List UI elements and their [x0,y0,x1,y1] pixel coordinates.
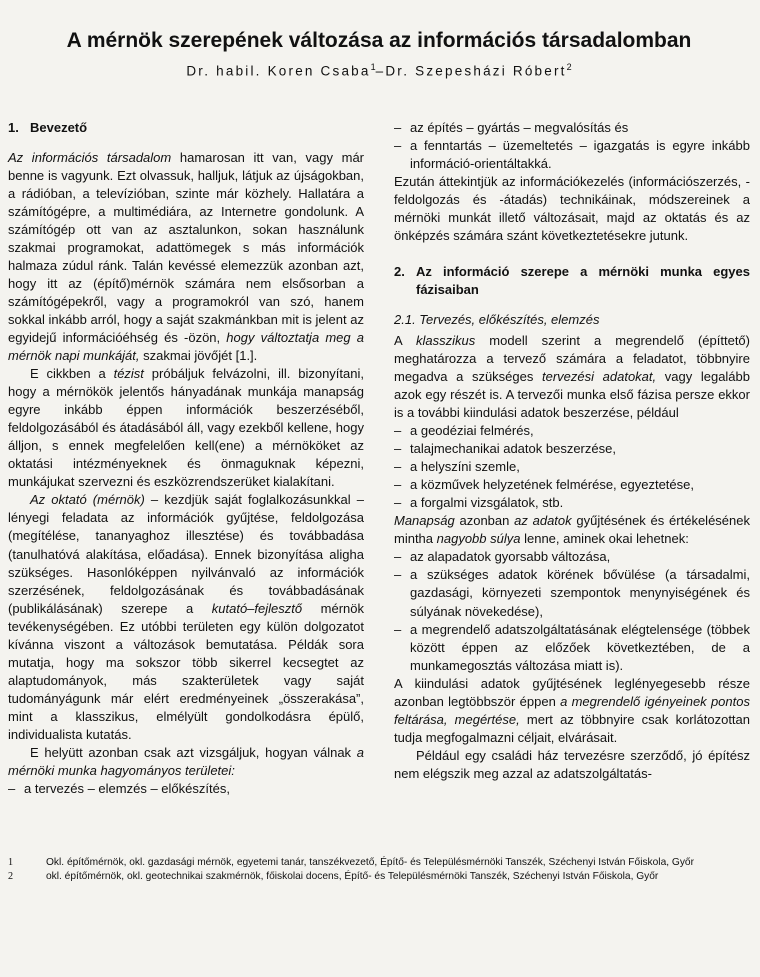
paragraph [394,675,750,747]
emphasis: tézist [113,366,144,382]
footnote-number: 1 [8,857,14,868]
dash-list [394,422,750,512]
paragraph-text: mérnök tevékenységében. Ez utóbbi területen egy külön dolgozatot kívánna viszont a változások bemutatása. Példák sora mutatja, hogy ma sokszor több sikerrel kecsegtet az alaptudományok, más szakterületek vagy saját tudományágunk már elért eredményeinek „összerakása”, mint a klasszikus, elmélyült gondolkodásra épülő, individualista kutatás. [8,600,364,742]
paragraph: Például egy családi ház tervezésre szerződő, jó építész nem elégszik meg azzal az adatszolgáltatás- [394,747,750,781]
list-item: – az alapadatok gyorsabb változása, [394,548,750,566]
list-item: – a forgalmi vizsgálatok, stb. [394,494,750,512]
right-column [394,119,750,799]
author-line [8,58,750,81]
dash-list [394,548,750,674]
list-item: – a szükséges adatok körének bővülése (a társadalmi, gazdasági, környezeti szempontok menynyiségének és súlyának növekedése), [394,566,750,620]
paragraph-text: A [394,332,417,348]
dash-list [394,119,750,173]
section-number: 2. [394,263,405,279]
emphasis: nagyobb súlya [436,531,521,547]
two-column-body [8,119,750,799]
list-item: – talajmechanikai adatok beszerzése, [394,440,750,458]
emphasis: a megrendelő igényeinek pontos feltárása, megértése, [394,693,750,727]
paragraph-text: – kezdjük saját foglalkozásunkkal – lényegi feladata az információk gyűjtése, feldolgozása (megítélése, tananyaghoz illesztése) és továbbadása (tanulhatóvá alakítása, előadása). Ennek bizonyítása aligha szükséges. Hasonlóképpen nyilvánvaló az információk szerzésének, feldolgozásának és továbbadásának (publikálásának) szerepe a [8,492,364,616]
emphasis: az adatok [514,513,572,529]
paragraph [394,512,750,548]
emphasis: a mérnöki munka hagyományos területei: [8,745,364,779]
emphasis: klasszikus [416,332,476,348]
list-item: – a közművek helyzetének felmérése, egyeztetése, [394,476,750,494]
section-number: 1. [8,119,19,135]
footnote-ref-2[interactable]: 2 [566,62,572,72]
emphasis: kutató–fejlesztő [211,600,303,616]
paragraph [8,744,364,780]
list-item: – a tervezés – elemzés – előkészítés, [8,780,364,798]
paragraph-text: azonban [454,513,515,529]
dash-list [8,780,364,798]
list-item: – a geodéziai felmérés, [394,422,750,440]
paragraph-text: próbáljuk felvázolni, ill. bizonyítani, hogy a mérnökök jelentős hányadának munkája manapság egyre inkább éppen információk beszerzéséből, feldolgozásából és átadásából áll, vagy ezekből kellene, hogy álljon, s ennek megfelelően kell(ene) a mérnököket az oktatási intézményeknek és önmaguknak képezni, munkájukat szervezni és eszközrendszerüket kialakítani. [8,366,364,490]
paragraph-text: vagy legalább azok egy részét is. A tervezői munka első fázisa persze ekkor is a további kiindulási adatok beszerzése, például [394,368,751,421]
section-title: Bevezető [30,119,88,135]
footnote-ref-1[interactable]: 1 [370,62,376,72]
section-2-heading [394,263,750,299]
list-item: – a helyszíni szemle, [394,458,750,476]
list-item: – az építés – gyártás – megvalósítás és [394,119,750,137]
left-column [8,119,364,799]
footnote [8,870,750,884]
paragraph [8,365,364,491]
paragraph-text: mert az többnyire csak korlátozottan tudja megfogalmazni céljait, elvárásait. [394,711,750,745]
subsection-heading: 2.1. Tervezés, előkészítés, elemzés [394,311,600,327]
emphasis: Az oktató (mérnök) [30,492,145,508]
paragraph-text: E helyütt azonban csak azt vizsgáljuk, hogyan válnak [30,745,357,761]
author-1: Dr. habil. Koren Csaba [186,63,371,79]
paragraph [394,332,750,422]
paragraph-text: szakmai jövőjét [1.]. [139,348,258,364]
author-separator: – [375,63,386,79]
paragraph: Ezután áttekintjük az információkezelés (információszerzés, -feldolgozás és -átadás) technikáinak, módszereinek a mérnöki munkát illető változásait, majd az oktatás és az önképzés számára szánt következtetésekre jutunk. [394,173,750,243]
footnote-text: Okl. építőmérnök, okl. gazdasági mérnök, egyetemi tanár, tanszékvezető, Építő- és Településmérnöki Tanszék, Széchenyi István Főiskola, Győr [46,857,694,868]
paragraph-text: E cikkben a [30,366,114,382]
paragraph-text: gyűjtésének és értékelésének mintha [394,513,750,547]
paragraph [8,149,364,366]
footnote-number: 2 [8,871,14,882]
paragraph [8,491,364,744]
paragraph-text: modell szerint a megrendelő (építtető) meghatározza a tervező számára a feladatot, többnyire megadva a szükséges [394,332,750,384]
emphasis: hogy változtatja meg a mérnök napi munkáját, [8,329,365,364]
footnotes [8,856,750,884]
emphasis: tervezési adatokat, [542,368,657,384]
section-title: Az információ szerepe a mérnöki munka egyes fázisaiban [416,263,750,297]
paragraph-text: hamarosan itt van, vagy már benne is vagyunk. Ezt olvassuk, halljuk, látjuk az újságokban, a rádióban, a televízióban, szinte már közhely. Hallatára a számítógépre, a multimédiára, az Internetre gondolunk. A számítógép ott van az asztalunkon, sokan használunk szakmai programokat, adattömegek s más információk halmaza zúdul ránk. Talán kevéssé elemezzük azonban azt, hogy itt az (építő)mérnök számára nem elsősorban a számítógépekről, vagy a programokról van szó, hanem sokkal inkább arról, hogy a saját szakmánkban mit is jelent az egyidejű információéhség és -özön, [8,149,364,345]
list-item: – a megrendelő adatszolgáltatásának elégtelensége (többek között éppen az előzőek következtében, de a munkamegosztás változása miatt is). [394,621,750,675]
emphasis: Az információs társadalom [8,149,172,165]
paper-title: A mérnök szerepének változása az információs társadalomban [66,29,692,52]
list-item: – a fenntartás – üzemeltetés – igazgatás is egyre inkább információ-orientáltakká. [394,137,750,173]
emphasis: Manapság [394,513,455,529]
footnote-text: okl. építőmérnök, okl. geotechnikai szakmérnök, főiskolai docens, Építő- és Településmérnöki Tanszék, Széchenyi István Főiskola, Győr [46,871,659,882]
footnote [8,856,750,870]
paragraph-text: A kiindulási adatok gyűjtésének leglényegesebb része azonban legtöbbször éppen [394,675,750,709]
paragraph-text: lenne, aminek okai lehetnek: [520,531,689,547]
author-2: Dr. Szepesházi Róbert [385,63,567,79]
section-1-heading [8,119,364,137]
